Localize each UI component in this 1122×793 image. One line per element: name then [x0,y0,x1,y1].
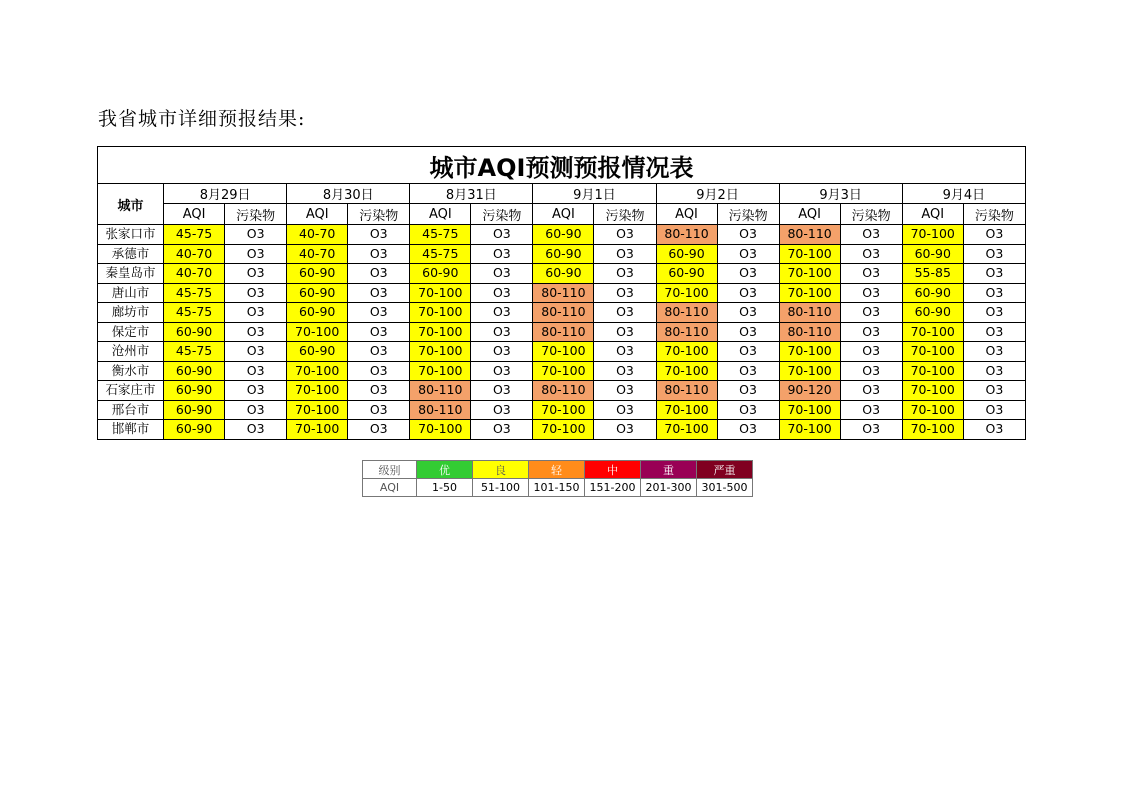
pollutant-cell: O3 [348,381,410,401]
city-name: 保定市 [98,322,164,342]
pollutant-cell: O3 [225,361,287,381]
pollutant-subheader: 污染物 [840,204,902,225]
pollutant-cell: O3 [840,322,902,342]
city-name: 邢台市 [98,400,164,420]
pollutant-cell: O3 [471,264,533,284]
aqi-cell: 80-110 [656,322,717,342]
legend-level-range: 1-50 [417,479,473,497]
aqi-cell: 40-70 [164,244,225,264]
aqi-cell: 70-100 [902,361,963,381]
pollutant-cell: O3 [471,244,533,264]
legend-level-name: 重 [641,461,697,479]
aqi-cell: 70-100 [533,342,594,362]
pollutant-cell: O3 [225,225,287,245]
aqi-cell: 70-100 [410,361,471,381]
aqi-cell: 70-100 [410,342,471,362]
pollutant-subheader: 污染物 [594,204,656,225]
date-header: 9月4日 [902,184,1025,204]
city-name: 衡水市 [98,361,164,381]
pollutant-cell: O3 [963,400,1025,420]
aqi-cell: 60-90 [656,264,717,284]
aqi-cell: 40-70 [287,244,348,264]
table-row [98,342,1026,362]
aqi-cell: 80-110 [533,322,594,342]
date-header: 8月31日 [410,184,533,204]
aqi-cell: 60-90 [164,381,225,401]
table-row [98,264,1026,284]
city-name: 张家口市 [98,225,164,245]
aqi-cell: 70-100 [779,420,840,440]
table-row [98,381,1026,401]
pollutant-cell: O3 [225,303,287,323]
aqi-cell: 70-100 [287,420,348,440]
aqi-cell: 80-110 [410,381,471,401]
pollutant-cell: O3 [717,244,779,264]
pollutant-cell: O3 [717,303,779,323]
aqi-cell: 45-75 [410,244,471,264]
pollutant-cell: O3 [594,303,656,323]
aqi-cell: 60-90 [533,244,594,264]
aqi-cell: 70-100 [902,400,963,420]
aqi-cell: 55-85 [902,264,963,284]
aqi-cell: 70-100 [287,322,348,342]
pollutant-cell: O3 [594,381,656,401]
aqi-cell: 70-100 [533,400,594,420]
aqi-cell: 60-90 [164,361,225,381]
aqi-cell: 80-110 [656,303,717,323]
pollutant-cell: O3 [348,303,410,323]
aqi-cell: 60-90 [902,303,963,323]
pollutant-cell: O3 [594,400,656,420]
aqi-cell: 90-120 [779,381,840,401]
city-name: 邯郸市 [98,420,164,440]
pollutant-cell: O3 [840,342,902,362]
pollutant-cell: O3 [225,264,287,284]
aqi-cell: 70-100 [656,420,717,440]
pollutant-cell: O3 [717,342,779,362]
aqi-cell: 70-100 [287,361,348,381]
aqi-cell: 45-75 [164,283,225,303]
pollutant-cell: O3 [348,342,410,362]
legend-level-name: 优 [417,461,473,479]
pollutant-cell: O3 [594,420,656,440]
legend-level-range: 151-200 [585,479,641,497]
aqi-cell: 70-100 [779,283,840,303]
aqi-cell: 70-100 [287,400,348,420]
aqi-cell: 70-100 [533,420,594,440]
table-row [98,361,1026,381]
aqi-cell: 45-75 [164,303,225,323]
aqi-legend [362,460,753,497]
pollutant-cell: O3 [348,244,410,264]
pollutant-cell: O3 [963,322,1025,342]
aqi-cell: 70-100 [410,322,471,342]
pollutant-cell: O3 [471,381,533,401]
city-name: 廊坊市 [98,303,164,323]
pollutant-cell: O3 [963,342,1025,362]
pollutant-cell: O3 [594,283,656,303]
pollutant-cell: O3 [840,400,902,420]
pollutant-cell: O3 [471,420,533,440]
aqi-subheader: AQI [656,204,717,225]
pollutant-cell: O3 [225,283,287,303]
aqi-cell: 80-110 [656,381,717,401]
city-column-header: 城市 [98,184,164,225]
aqi-cell: 70-100 [410,303,471,323]
aqi-cell: 45-75 [164,342,225,362]
pollutant-cell: O3 [225,400,287,420]
pollutant-cell: O3 [717,361,779,381]
aqi-cell: 70-100 [656,342,717,362]
aqi-cell: 80-110 [533,283,594,303]
aqi-cell: 70-100 [656,361,717,381]
aqi-cell: 60-90 [287,342,348,362]
table-row [98,244,1026,264]
aqi-cell: 60-90 [164,322,225,342]
pollutant-cell: O3 [225,381,287,401]
aqi-cell: 80-110 [779,322,840,342]
pollutant-cell: O3 [840,303,902,323]
aqi-subheader: AQI [533,204,594,225]
pollutant-cell: O3 [348,283,410,303]
pollutant-cell: O3 [840,381,902,401]
aqi-cell: 80-110 [779,225,840,245]
aqi-cell: 60-90 [164,420,225,440]
aqi-forecast-table [97,146,1026,440]
pollutant-cell: O3 [471,361,533,381]
aqi-cell: 70-100 [779,361,840,381]
aqi-cell: 80-110 [410,400,471,420]
aqi-cell: 45-75 [164,225,225,245]
intro-text: 我省城市详细预报结果: [98,108,306,130]
pollutant-cell: O3 [594,322,656,342]
pollutant-subheader: 污染物 [963,204,1025,225]
aqi-cell: 70-100 [902,342,963,362]
aqi-cell: 70-100 [287,381,348,401]
aqi-cell: 40-70 [287,225,348,245]
pollutant-cell: O3 [225,322,287,342]
legend-level-range: 201-300 [641,479,697,497]
pollutant-subheader: 污染物 [717,204,779,225]
pollutant-cell: O3 [594,264,656,284]
date-header: 9月1日 [533,184,656,204]
aqi-cell: 60-90 [164,400,225,420]
pollutant-cell: O3 [348,420,410,440]
legend-level-name: 中 [585,461,641,479]
legend-aqi-label: AQI [363,479,417,497]
pollutant-cell: O3 [594,225,656,245]
aqi-cell: 60-90 [287,264,348,284]
aqi-cell: 40-70 [164,264,225,284]
pollutant-cell: O3 [717,322,779,342]
aqi-cell: 80-110 [533,303,594,323]
pollutant-cell: O3 [594,342,656,362]
table-row [98,420,1026,440]
table-row [98,283,1026,303]
pollutant-cell: O3 [717,225,779,245]
pollutant-cell: O3 [717,381,779,401]
pollutant-cell: O3 [471,322,533,342]
pollutant-cell: O3 [840,420,902,440]
aqi-cell: 60-90 [287,283,348,303]
table-row [98,322,1026,342]
aqi-cell: 70-100 [779,400,840,420]
legend-level-range: 51-100 [473,479,529,497]
aqi-cell: 45-75 [410,225,471,245]
pollutant-cell: O3 [963,225,1025,245]
city-name: 承德市 [98,244,164,264]
pollutant-cell: O3 [963,303,1025,323]
pollutant-cell: O3 [840,244,902,264]
pollutant-subheader: 污染物 [471,204,533,225]
aqi-subheader: AQI [410,204,471,225]
date-header: 8月29日 [164,184,287,204]
pollutant-cell: O3 [348,322,410,342]
pollutant-cell: O3 [225,420,287,440]
aqi-cell: 70-100 [656,283,717,303]
city-name: 秦皇岛市 [98,264,164,284]
aqi-cell: 70-100 [779,264,840,284]
aqi-subheader: AQI [164,204,225,225]
aqi-subheader: AQI [287,204,348,225]
aqi-cell: 60-90 [656,244,717,264]
city-name: 石家庄市 [98,381,164,401]
pollutant-cell: O3 [471,303,533,323]
table-row [98,225,1026,245]
pollutant-cell: O3 [717,264,779,284]
aqi-cell: 80-110 [533,381,594,401]
aqi-cell: 80-110 [656,225,717,245]
pollutant-cell: O3 [594,244,656,264]
aqi-cell: 60-90 [533,225,594,245]
aqi-cell: 70-100 [656,400,717,420]
aqi-cell: 70-100 [902,381,963,401]
pollutant-cell: O3 [840,283,902,303]
aqi-cell: 70-100 [533,361,594,381]
aqi-cell: 60-90 [410,264,471,284]
city-name: 唐山市 [98,283,164,303]
pollutant-cell: O3 [717,400,779,420]
legend-level-label: 级别 [363,461,417,479]
pollutant-cell: O3 [471,342,533,362]
pollutant-cell: O3 [963,420,1025,440]
pollutant-cell: O3 [717,420,779,440]
aqi-subheader: AQI [779,204,840,225]
legend-level-name: 良 [473,461,529,479]
aqi-cell: 60-90 [902,244,963,264]
pollutant-cell: O3 [471,283,533,303]
date-header: 9月3日 [779,184,902,204]
pollutant-cell: O3 [594,361,656,381]
legend-level-name: 轻 [529,461,585,479]
pollutant-cell: O3 [840,225,902,245]
pollutant-cell: O3 [963,381,1025,401]
pollutant-cell: O3 [225,244,287,264]
aqi-subheader: AQI [902,204,963,225]
aqi-cell: 60-90 [533,264,594,284]
pollutant-cell: O3 [348,264,410,284]
pollutant-cell: O3 [840,264,902,284]
legend-level-name: 严重 [697,461,753,479]
pollutant-cell: O3 [963,244,1025,264]
pollutant-cell: O3 [963,264,1025,284]
legend-level-range: 101-150 [529,479,585,497]
date-header: 9月2日 [656,184,779,204]
aqi-cell: 60-90 [287,303,348,323]
city-name: 沧州市 [98,342,164,362]
aqi-cell: 70-100 [410,420,471,440]
pollutant-cell: O3 [963,361,1025,381]
legend-level-range: 301-500 [697,479,753,497]
aqi-cell: 70-100 [779,244,840,264]
aqi-cell: 80-110 [779,303,840,323]
pollutant-cell: O3 [963,283,1025,303]
pollutant-subheader: 污染物 [348,204,410,225]
pollutant-cell: O3 [471,225,533,245]
table-row [98,400,1026,420]
pollutant-cell: O3 [840,361,902,381]
aqi-cell: 70-100 [410,283,471,303]
pollutant-subheader: 污染物 [225,204,287,225]
table-title: 城市AQI预测预报情况表 [98,147,1026,184]
pollutant-cell: O3 [348,225,410,245]
pollutant-cell: O3 [348,361,410,381]
pollutant-cell: O3 [717,283,779,303]
pollutant-cell: O3 [348,400,410,420]
aqi-cell: 70-100 [902,420,963,440]
pollutant-cell: O3 [471,400,533,420]
aqi-cell: 60-90 [902,283,963,303]
pollutant-cell: O3 [225,342,287,362]
aqi-cell: 70-100 [902,322,963,342]
table-row [98,303,1026,323]
aqi-cell: 70-100 [779,342,840,362]
aqi-cell: 70-100 [902,225,963,245]
date-header: 8月30日 [287,184,410,204]
